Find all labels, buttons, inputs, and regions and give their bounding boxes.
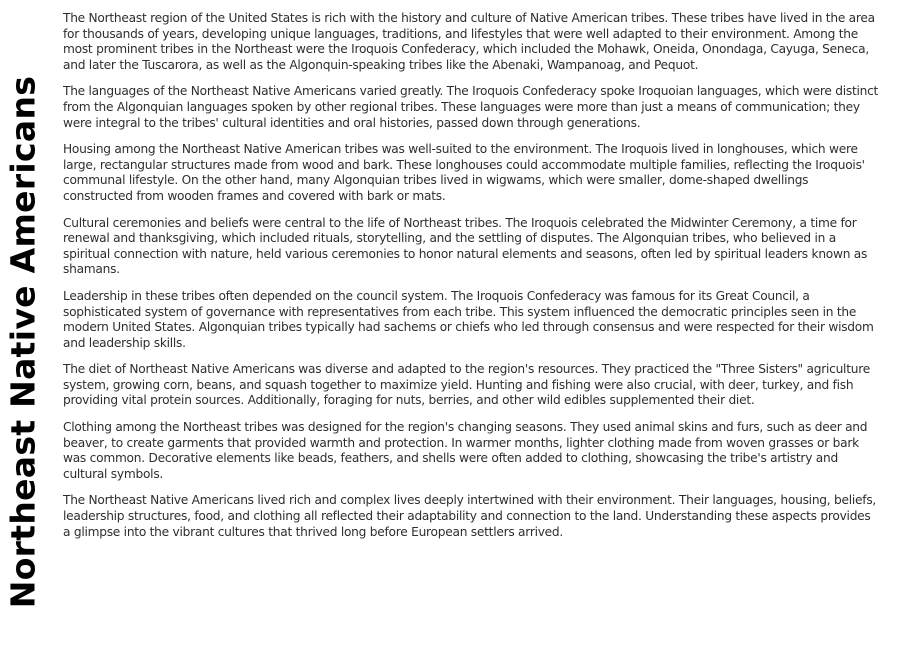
paragraph-conclusion: The Northeast Native Americans lived rich and complex lives deeply intertwined with their environment. Their languages, housing, beliefs, leadership structures, food, and clothing all reflected their adaptability and connection to the land. Understanding these aspects provides a glimpse into the vibrant cultures that thrived long before European settlers arrived. xyxy=(63,493,877,539)
article-body xyxy=(63,11,879,551)
paragraph-leadership: Leadership in these tribes often depended on the council system. The Iroquois Confederacy was famous for its Great Council, a sophisticated system of governance with representatives from each tribe. This system influenced the democratic principles seen in the modern United States. Algonquian tribes typically had sachems or chiefs who led through consensus and were respected for their wisdom and leadership skills. xyxy=(63,288,874,350)
page-title: Northeast Native Americans xyxy=(3,75,43,609)
paragraph-ceremonies: Cultural ceremonies and beliefs were central to the life of Northeast tribes. The Iroquois celebrated the Midwinter Ceremony, a time for renewal and thanksgiving, which included rituals, storytelling, and the settling of disputes. The Algonquian tribes, who believed in a spiritual connection with nature, held various ceremonies to honor natural elements and seasons, often led by spiritual leaders known as shamans. xyxy=(63,215,868,277)
paragraph-languages: The languages of the Northeast Native Americans varied greatly. The Iroquois Confederacy spoke Iroquoian languages, which were distinct from the Algonquian languages spoken by other regional tribes. These languages were more than just a means of communication; they were integral to the tribes' cultural identities and oral histories, passed down through generations. xyxy=(63,84,879,130)
paragraph-clothing: Clothing among the Northeast tribes was designed for the region's changing seasons. They used animal skins and furs, such as deer and beaver, to create garments that provided warmth and protection. In warmer months, lighter clothing made from woven grasses or bark was common. Decorative elements like beads, feathers, and shells were often added to clothing, showcasing the tribe's artistry and cultural symbols. xyxy=(63,420,868,481)
paragraph-diet: The diet of Northeast Native Americans was diverse and adapted to the region's resources. They practiced the "Three Sisters" agriculture system, growing corn, beans, and squash together to maximize yield. Hunting and fishing were also crucial, with deer, turkey, and fish providing vital protein sources. Additionally, foraging for nuts, berries, and other wild edibles supplemented their diet. xyxy=(63,362,870,408)
paragraph-housing: Housing among the Northeast Native American tribes was well-suited to the environment. The Iroquois lived in longhouses, which were large, rectangular structures made from wood and bark. These longhouses could accommodate multiple families, reflecting the Iroquois' communal lifestyle. On the other hand, many Algonquian tribes lived in wigwams, which were smaller, dome-shaped dwellings constructed from wooden frames and covered with bark or mats. xyxy=(63,142,865,203)
title-sidebar xyxy=(0,0,52,667)
paragraph-intro: The Northeast region of the United States is rich with the history and culture of Native American tribes. These tribes have lived in the area for thousands of years, developing unique languages, traditions, and lifestyles that were well adapted to their environment. Among the most prominent tribes in the Northeast were the Iroquois Confederacy, which included the Mohawk, Oneida, Onondaga, Cayuga, Seneca, and later the Tuscarora, as well as the Algonquin-speaking tribes like the Abenaki, Wampanoag, and Pequot. xyxy=(63,11,875,72)
